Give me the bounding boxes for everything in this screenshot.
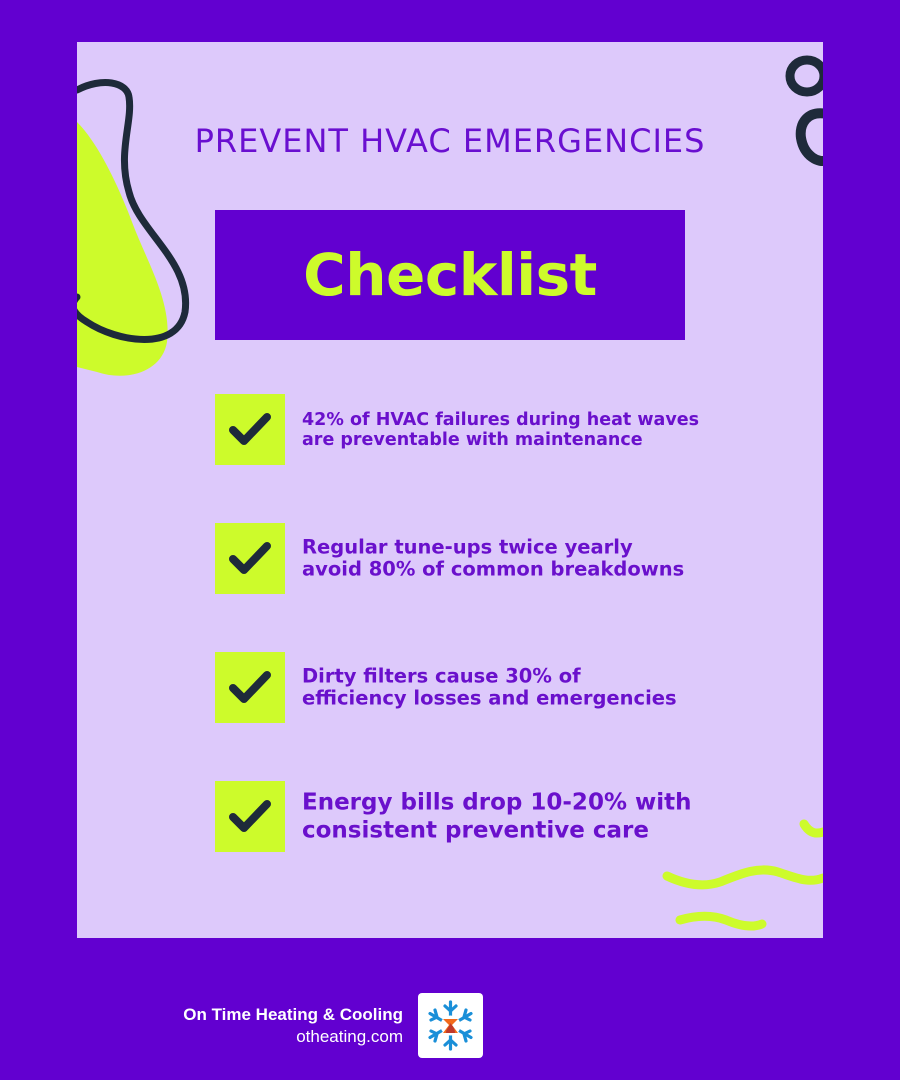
brand-url-link[interactable]: otheating.com	[296, 1027, 403, 1046]
checklist-item-text	[302, 666, 677, 711]
checklist-item-line: consistent preventive care	[302, 817, 649, 843]
title-banner	[215, 210, 685, 340]
checklist-item-line: Regular tune-ups twice yearly	[302, 535, 633, 559]
checklist-item-line: avoid 80% of common breakdowns	[302, 558, 685, 581]
checkmark-icon	[227, 537, 273, 579]
checklist-item-line: Dirty filters cause 30% of	[302, 664, 581, 688]
checklist-card	[77, 42, 823, 938]
checklist-item	[215, 394, 775, 466]
page-title: Checklist	[303, 241, 597, 309]
checkbox-checked	[215, 523, 285, 594]
checklist-item	[215, 523, 775, 595]
checklist-item-line: 42% of HVAC failures during heat waves	[302, 409, 700, 430]
page-subtitle: PREVENT HVAC EMERGENCIES	[194, 122, 706, 160]
checklist-item	[215, 781, 775, 853]
snowflake-flame-logo-icon	[422, 997, 479, 1054]
checkbox-checked	[215, 781, 285, 852]
checklist-item-line: Energy bills drop 10-20% with	[302, 789, 692, 816]
checkbox-checked	[215, 652, 285, 723]
brand-block	[183, 1004, 403, 1048]
checkmark-icon	[227, 408, 273, 450]
checklist-item-text	[302, 537, 684, 582]
checklist-item-line: are preventable with maintenance	[302, 430, 643, 450]
brand-name: On Time Heating & Cooling	[183, 1005, 403, 1024]
checklist-item-text	[302, 410, 699, 450]
checklist-item-line: efficiency losses and emergencies	[302, 687, 677, 710]
checkbox-checked	[215, 394, 285, 465]
decorative-blob-left	[77, 72, 197, 382]
checklist-item	[215, 652, 775, 724]
checklist-item-text	[302, 789, 692, 844]
checkmark-icon	[227, 666, 273, 708]
brand-logo	[418, 993, 483, 1058]
checkmark-icon	[227, 795, 273, 837]
